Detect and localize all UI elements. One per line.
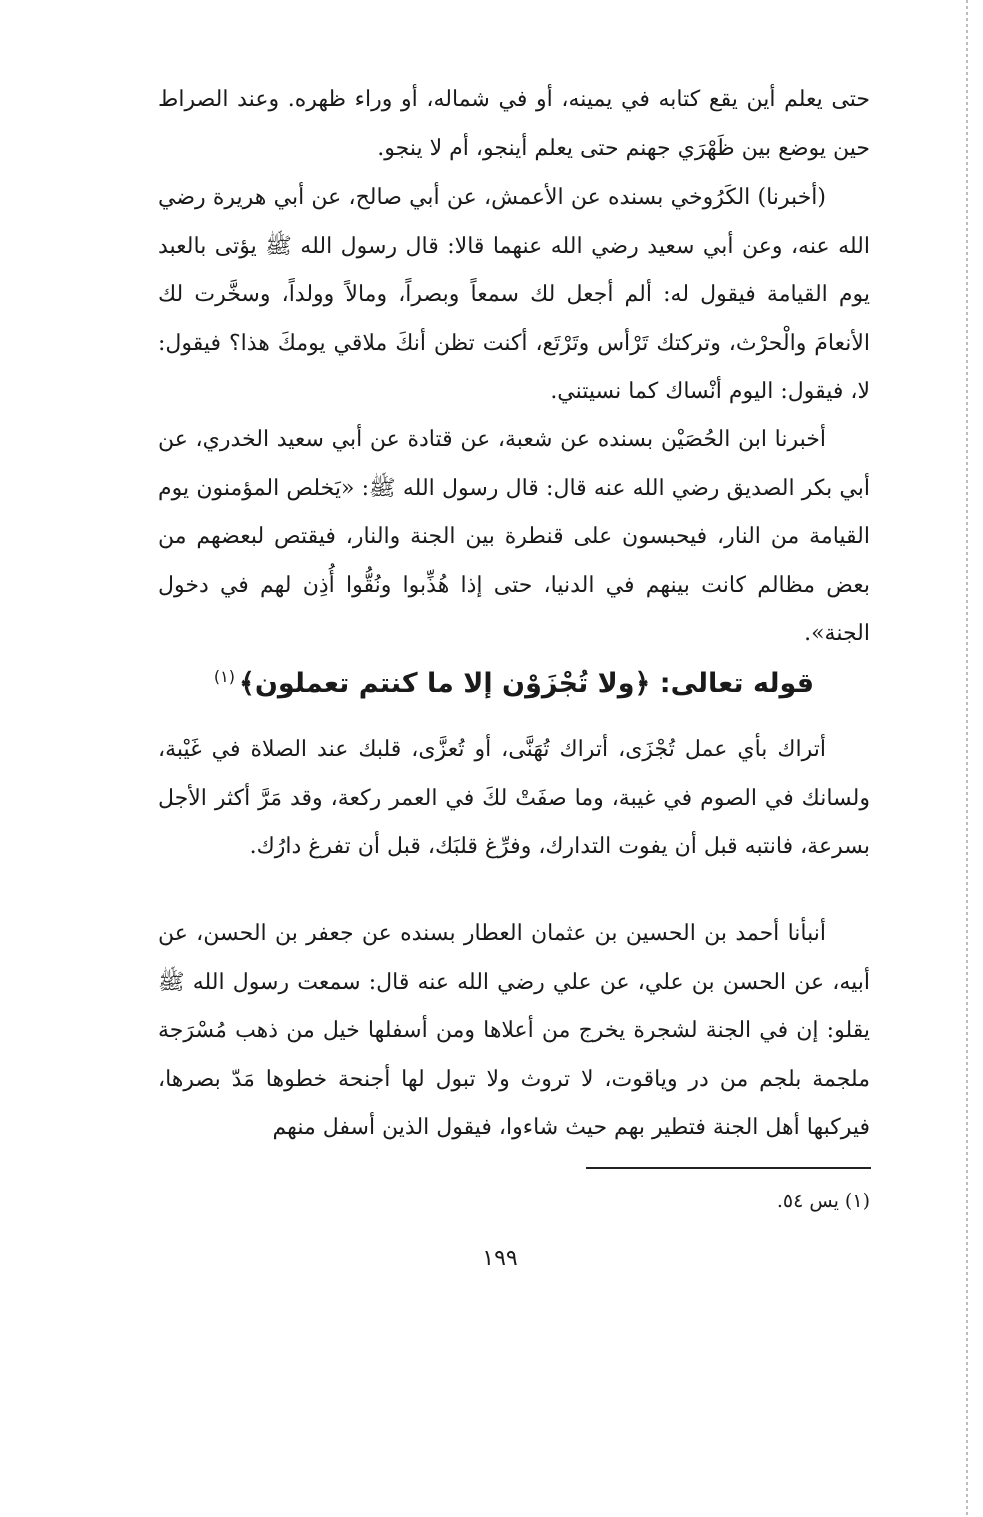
paragraph-1: حتى يعلم أين يقع كتابه في يمينه، أو في شماله، أو وراء ظهره. وعند الصراط حين يوضع بين ظَهْرَي جهنم حتى يعلم أينجو، أم لا ينجو. [158, 87, 870, 161]
paragraph-4: أتراك بأي عمل تُجْزَى، أتراك تُهَنَّى، أو تُعزَّى، قلبك عند الصلاة في غَيْبة، ولسانك في الصوم في غيبة، وما صفَتْ لكَ في العمر ركعة، وقد مَرَّ أكثر الأجل بسرعة، فانتبه قبل أن يفوت التدارك، وفرِّغ قلبَك، قبل أن تفرغ دارُك. [158, 737, 870, 859]
paragraph-2: (أخبرنا) الكَرُوخي بسنده عن الأعمش، عن أبي صالح، عن أبي هريرة رضي الله عنه، وعن أبي سعيد رضي الله عنهما قالا: قال رسول الله ﷺ يؤتى بالعبد يوم القيامة فيقول له: ألم أجعل لك سمعاً وبصراً، ومالاً وولداً، وسخَّرت لك الأنعامَ والْحرْث، وتركتك تَرْأس وتَرْتَع، أكنت تظن أنكَ ملاقي يومكَ هذا؟ فيقول: لا، فيقول: اليوم أنْساك كما نسيتني. [158, 185, 870, 404]
paragraph-5: أنبأنا أحمد بن الحسين بن عثمان العطار بسنده عن جعفر بن الحسن، عن أبيه، عن الحسن بن علي، عن علي رضي الله عنه قال: سمعت رسول الله ﷺ يقلو: إن في الجنة لشجرة يخرج من أعلاها ومن أسفلها خيل من ذهب مُسْرَجة ملجمة بلجم من در وياقوت، لا تروث ولا تبول لها أجنحة خطوها مَدّ بصرها، فيركبها أهل الجنة فتطير بهم حيث شاءوا، فيقول الذين أسفل منهم [158, 921, 870, 1140]
heading-text: قوله تعالى: ﴿ولا تُجْزَوْن إلا ما كنتم تعملون﴾ [239, 668, 815, 699]
page-edge-line [966, 0, 968, 1517]
footnote-divider [586, 1167, 871, 1169]
page-number: ١٩٩ [482, 1246, 518, 1271]
footnote: (١) يس ٥٤. [776, 1190, 870, 1212]
paragraph-3: أخبرنا ابن الحُصَيْن بسنده عن شعبة، عن قتادة عن أبي سعيد الخدري، عن أبي بكر الصديق رضي الله عنه قال: قال رسول الله ﷺ: «يَخلص المؤمنون يوم القيامة من النار، فيحبسون على قنطرة بين الجنة والنار، فيقتص لبعضهم من بعض مظالم كانت بينهم في الدنيا، حتى إذا هُذِّبوا ونُقُّوا أُذِن لهم في دخول الجنة». [158, 427, 870, 646]
section-heading [158, 652, 870, 709]
heading-footnote-mark: (١) [213, 667, 236, 686]
